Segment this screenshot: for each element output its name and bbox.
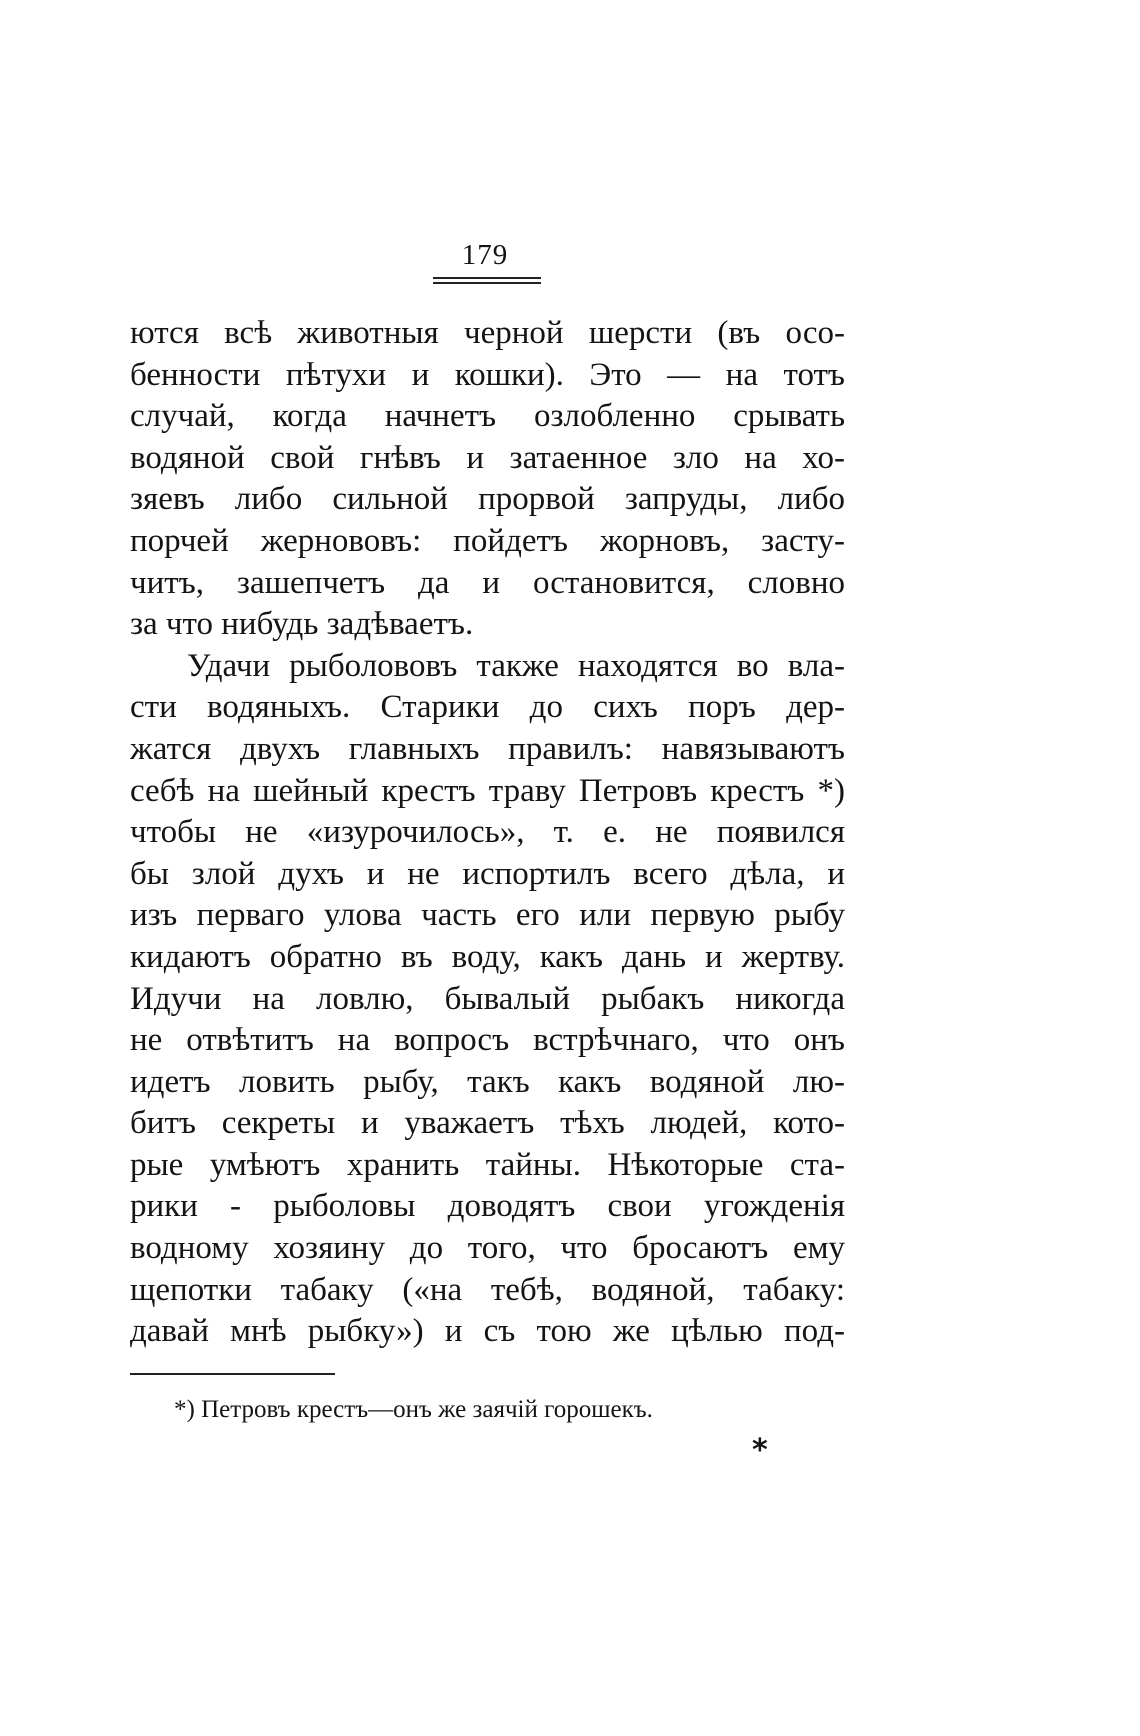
paragraph-2 [130, 646, 845, 1353]
text-line: за что нибудь задѣваетъ. [130, 606, 474, 643]
page-number: 179 [461, 239, 509, 271]
text-line: рые умѣютъ хранить тайны. Нѣкоторые ста- [130, 1146, 845, 1183]
text-line: давай мнѣ рыбку») и съ тою же цѣлью под- [130, 1313, 845, 1350]
signature-mark: * [752, 1433, 768, 1468]
text-line: жатся двухъ главныхъ правилъ: навязываютъ [130, 730, 845, 767]
text-line: водяной свой гнѣвъ и затаенное зло на хо- [130, 439, 845, 476]
text-line: кидаютъ обратно въ воду, какъ дань и жертву. [130, 938, 845, 975]
text-line: водному хозяину до того, что бросаютъ ему [130, 1230, 845, 1267]
text-line: ются всѣ животныя черной шерсти (въ осо- [130, 315, 845, 351]
text-line: бы злой духъ и не испортилъ всего дѣла, и [130, 855, 845, 892]
text-line: Идучи на ловлю, бывалый рыбакъ никогда [130, 980, 845, 1017]
text-line: щепотки табаку («на тебѣ, водяной, табаку: [130, 1271, 845, 1308]
paragraph-1 [130, 313, 845, 646]
text-line: бенности пѣтухи и кошки). Это — на тотъ [130, 356, 845, 393]
text-line: не отвѣтитъ на вопросъ встрѣчнаго, что онъ [130, 1022, 845, 1059]
text-line: зяевъ либо сильной прорвой запруды, либо [130, 481, 845, 518]
text-line: сти водяныхъ. Старики до сихъ поръ дер- [130, 689, 845, 726]
text-line: идетъ ловить рыбу, такъ какъ водяной лю- [130, 1063, 845, 1100]
body-text [130, 313, 845, 1353]
text-line: Удачи рыболововъ также находятся во вла- [187, 647, 845, 684]
text-line: битъ секреты и уважаетъ тѣхъ людей, кото- [130, 1105, 845, 1142]
text-line: читъ, зашепчетъ да и остановится, словно [130, 564, 845, 601]
footnote: *) Петровъ крестъ—онъ же заячій горошекъ. [174, 1396, 653, 1423]
text-line: себѣ на шейный крестъ траву Петровъ крестъ *) [130, 772, 845, 809]
footnote-separator [130, 1373, 335, 1375]
text-line: порчей жернововъ: пойдетъ жорновъ, засту- [130, 522, 845, 559]
text-line: случай, когда начнетъ озлобленно срывать [130, 398, 845, 435]
page-number-rule [433, 277, 541, 279]
text-line: изъ перваго улова часть его или первую рыбу [130, 897, 845, 934]
page-number-rule [433, 282, 541, 284]
text-line: чтобы не «изурочилось», т. е. не появился [130, 814, 845, 851]
text-line: рики - рыболовы доводятъ свои угожденія [130, 1188, 845, 1225]
